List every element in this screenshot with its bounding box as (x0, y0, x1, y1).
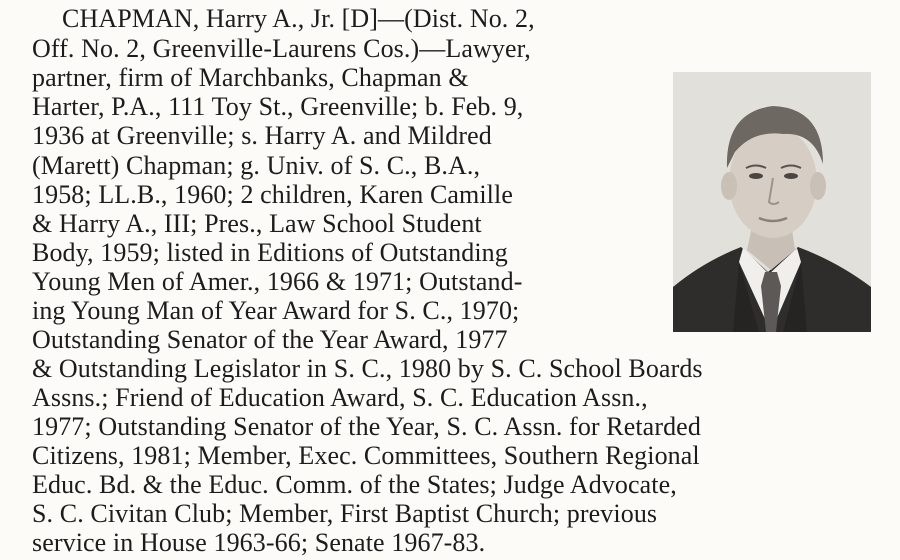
portrait-photo (673, 72, 871, 332)
bio-line-5: 1936 at Greenville; s. Harry A. and Mildred (32, 121, 492, 150)
bio-line-15: 1977; Outstanding Senator of the Year, S. C. Assn. for Retarded (32, 412, 701, 441)
bio-line-10: Young Men of Amer., 1966 & 1971; Outstand- (32, 267, 523, 296)
bio-line-3: partner, firm of Marchbanks, Chapman & (32, 63, 469, 92)
bio-line-12: Outstanding Senator of the Year Award, 1977 (32, 325, 508, 354)
bio-line-17: Educ. Bd. & the Educ. Comm. of the States; Judge Advocate, (32, 470, 677, 499)
bio-line-18: S. C. Civitan Club; Member, First Baptist Church; previous (32, 499, 658, 528)
bio-line-14: Assns.; Friend of Education Award, S. C. Education Assn., (32, 383, 648, 412)
bio-line-19: service in House 1963-66; Senate 1967-83. (32, 528, 486, 557)
portrait-photo-icon (673, 72, 871, 332)
bio-line-11: ing Young Man of Year Award for S. C., 1970; (32, 296, 520, 325)
bio-line-7: 1958; LL.B., 1960; 2 children, Karen Camille (32, 180, 513, 209)
bio-line-16: Citizens, 1981; Member, Exec. Committees, Southern Regional (32, 441, 700, 470)
bio-line-6: (Marett) Chapman; g. Univ. of S. C., B.A., (32, 151, 481, 180)
bio-line-4: Harter, P.A., 111 Toy St., Greenville; b. Feb. 9, (32, 92, 524, 121)
bio-line-1: CHAPMAN, Harry A., Jr. [D]—(Dist. No. 2, (62, 4, 535, 33)
bio-line-13: & Outstanding Legislator in S. C., 1980 by S. C. School Boards (32, 354, 703, 383)
bio-line-2: Off. No. 2, Greenville-Laurens Cos.)—Lawyer, (32, 34, 531, 63)
bio-line-9: Body, 1959; listed in Editions of Outstanding (32, 238, 508, 267)
bio-line-8: & Harry A., III; Pres., Law School Student (32, 209, 482, 238)
